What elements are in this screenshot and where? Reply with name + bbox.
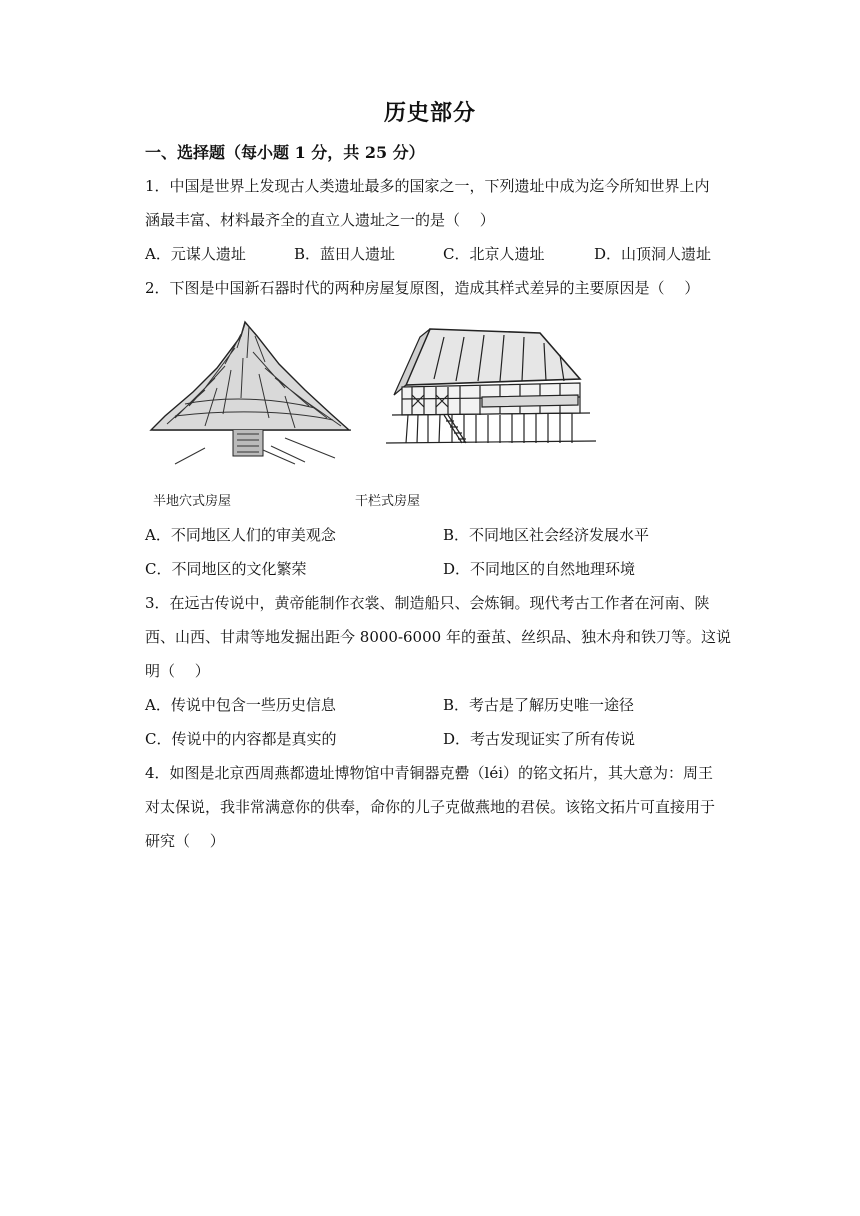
q1-stem-line1: 1．中国是世界上发现古人类遗址最多的国家之一，下列遗址中成为迄今所知世界上内 [145,177,710,195]
q3-stem-line2: 西、山西、甘肃等地发掘出距今 8000-6000 年的蚕茧、丝织品、独木舟和铁刀等。这说 [145,628,731,646]
caption-stilt-house: 干栏式房屋 [355,494,421,509]
q3-option-c: C．传说中的内容都是真实的 [145,730,337,748]
q4-stem-line2: 对太保说，我非常满意你的供奉，命你的儿子克做燕地的君侯。该铭文拓片可直接用于 [145,798,716,816]
caption-semi-subterranean-house: 半地穴式房屋 [153,494,232,509]
q1-option-d: D．山顶洞人遗址 [594,245,712,263]
q3-stem-line3: 明（ ） [145,662,210,680]
q3-option-a: A．传说中包含一些历史信息 [145,696,336,714]
q2-option-a: A．不同地区人们的审美观念 [145,526,336,544]
q1-option-b: B．蓝田人遗址 [294,245,396,263]
q2-option-b: B．不同地区社会经济发展水平 [443,526,650,544]
q3-stem-line1: 3．在远古传说中，黄帝能制作衣裳、制造船只、会炼铜。现代考古工作者在河南、陕 [145,594,710,612]
section-heading: 一、选择题（每小题 1 分，共 25 分） [145,143,425,162]
q4-stem-line3: 研究（ ） [145,832,225,850]
q2-stem-line1: 2．下图是中国新石器时代的两种房屋复原图，造成其样式差异的主要原因是（ ） [145,279,700,297]
q3-option-d: D．考古发现证实了所有传说 [443,730,636,748]
q4-stem-line1: 4．如图是北京西周燕都遗址博物馆中青铜器克罍（léi）的铭文拓片，其大意为：周王 [145,764,714,782]
q1-stem-line2: 涵最丰富、材料最齐全的直立人遗址之一的是（ ） [145,211,495,229]
semi-subterranean-house-image [145,318,357,466]
stilt-house-image [384,325,604,447]
q2-option-c: C．不同地区的文化繁荣 [145,560,307,578]
q2-option-d: D．不同地区的自然地理环境 [443,560,636,578]
q1-option-c: C．北京人遗址 [443,245,545,263]
q1-option-a: A．元谋人遗址 [145,245,246,263]
page-title: 历史部分 [383,100,476,126]
q3-option-b: B．考古是了解历史唯一途径 [443,696,635,714]
